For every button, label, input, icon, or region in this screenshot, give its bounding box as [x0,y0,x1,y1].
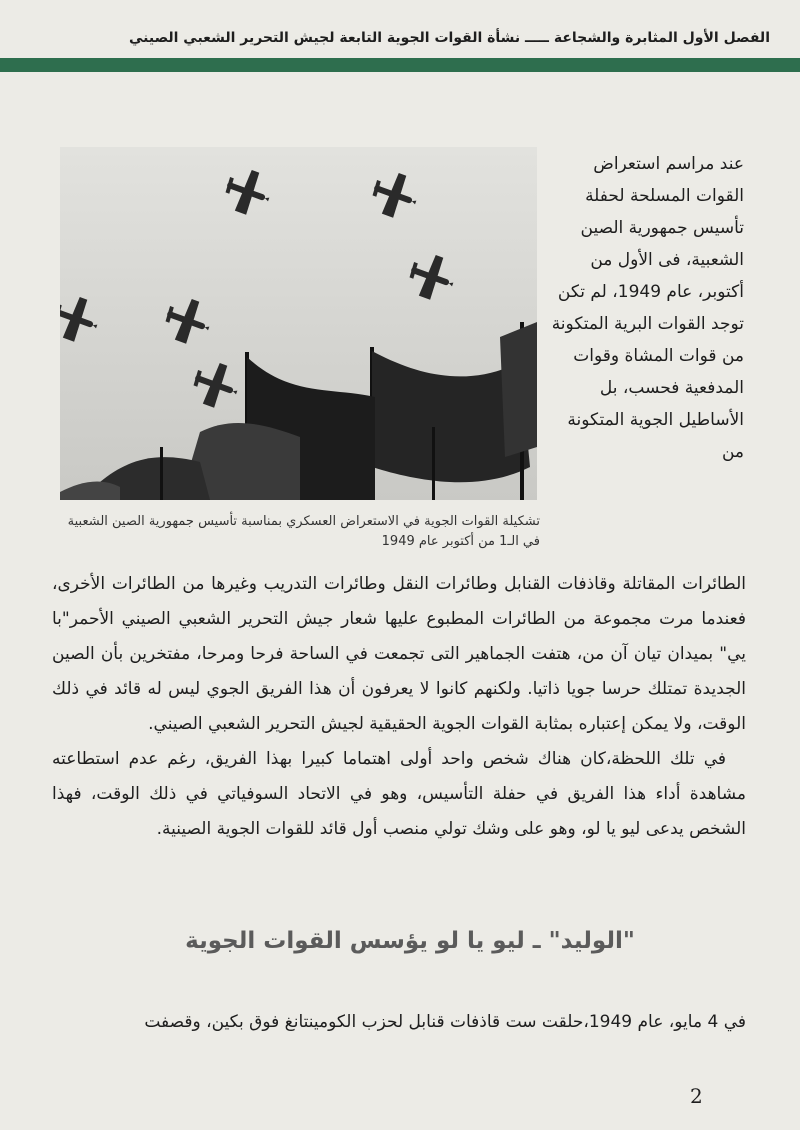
header-rule [0,58,800,72]
flypast-photo [60,147,537,500]
paragraph: الطائرات المقاتلة وقاذفات القنابل وطائرات النقل وطائرات التدريب وغيرها من الطائرات الأخرى، فعندما مرت مجموعة من الطائرات المطبوع عليها شعار جيش التحرير الشعبي الصيني الأحمر"با يي" بميدان تيان آن من، هتفت الجماهير التى تجمعت في الساحة فرحا ومرحا، مفتخرين بأن الصين الجديدة تمتلك حرسا جويا ذاتيا. ولكنهم كانوا لا يعرفون أن هذا الفريق الجوي ليس له قائد في ذلك الوقت، ولا يمكن إعتباره بمثابة القوات الجوية الحقيقية لجيش التحرير الشعبي الصيني. [52,574,746,734]
page-number: 2 [690,1084,703,1108]
caption-line-1: تشكيلة القوات الجوية في الاستعراض العسكري بمناسبة تأسيس جمهورية الصين الشعبية [67,514,540,529]
flypast-photo-graphic [60,147,537,500]
body-text [52,567,746,847]
section-heading: "الوليد" ـ ليو يا لو يؤسس القوات الجوية [185,928,635,954]
side-column-text: عند مراسم استعراض القوات المسلحة لحفلة تأسيس جمهورية الصين الشعبية، فى الأول من أكتوبر، عام 1949، لم تكن توجد القوات البرية المتكونة من قوات المشاة وقوات المدفعية فحسب، بل الأساطيل الجوية المتكونة من [551,154,744,462]
paragraph: في 4 مايو، عام 1949،حلقت ست قاذفات قنابل لحزب الكومينتانغ فوق بكين، وقصفت [144,1012,746,1032]
photo-caption [60,512,540,552]
caption-line-2: في الـ1 من أكتوبر عام 1949 [381,534,540,549]
paragraph: في تلك اللحظة،كان هناك شخص واحد أولى اهتماما كبيرا بهذا الفريق، رغم عدم استطاعته مشاهدة أداء هذا الفريق في حفلة التأسيس، وهو في الاتحاد السوفياتي في ذلك الوقت، فهذا الشخص يدعى ليو يا لو، وهو على وشك تولي منصب أول قائد للقوات الجوية الصينية. [52,749,746,839]
running-header: الفصل الأول المثابرة والشجاعة ـــــ نشأة القوات الجوية التابعة لجيش التحرير الشعبي الصيني [128,30,770,46]
